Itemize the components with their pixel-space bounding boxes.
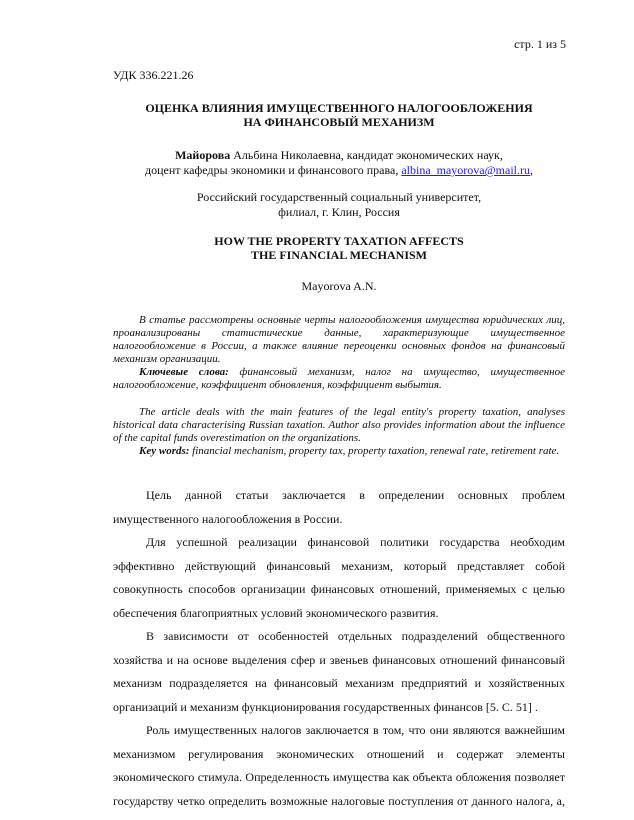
keywords-en-text: financial mechanism, property tax, property taxation, renewal rate, retirement rate. (189, 445, 560, 457)
author-line-2 (113, 163, 565, 178)
title-ru-line-1: ОЦЕНКА ВЛИЯНИЯ ИМУЩЕСТВЕННОГО НАЛОГООБЛОЖЕНИЯ (145, 101, 533, 115)
author-name-degree: Альбина Николаевна, кандидат экономических наук, (230, 148, 503, 162)
body-paragraph-2: Для успешной реализации финансовой политики государства необходим эффективно действующий финансовый механизм, который представляет собой совокупность способов организации финансовых отношений, применяемых с целью обеспечения благоприятных условий экономического развития. (113, 535, 565, 620)
abstract-ru: В статье рассмотрены основные черты налогообложения имущества юридических лиц, проанализированы статистические данные, характеризующие имущественное налогообложение в России, а также влияние переоценки основных фондов на финансовый механизм организации. (113, 314, 565, 365)
author-block (113, 148, 565, 178)
keywords-en-label: Key words: (139, 445, 190, 457)
body-paragraph-3: В зависимости от особенностей отдельных подразделений общественного хозяйства и на основе выделения сфер и звеньев финансовых отношений финансовый механизм подразделяется на финансовый механизм предприятий и хозяйственных организаций и механизм функционирования государственных финансов [5. С. 51] . (113, 629, 565, 714)
affiliation-line-1: Российский государственный социальный университет, (196, 190, 482, 204)
article-body (113, 484, 565, 813)
author-position: доцент кафедры экономики и финансового права, (144, 163, 402, 177)
author-email-link[interactable]: albina_mayorova@mail.ru (401, 163, 531, 177)
title-ru-line-2: НА ФИНАНСОВЫЙ МЕХАНИЗМ (243, 115, 435, 129)
udc-code: УДК 336.221.26 (113, 68, 194, 82)
page-number: стр. 1 из 5 (514, 37, 566, 51)
author-line-1 (113, 148, 565, 163)
author-email-suffix: , (530, 163, 534, 177)
keywords-ru-text: финансовый механизм, налог на имущество, имущественное налогообложение, коэффициент обновления, коэффициент выбытия. (113, 366, 565, 391)
author-surname: Майорова (175, 148, 231, 162)
article-title-en (113, 234, 565, 262)
article-content (113, 60, 565, 813)
keywords-en (113, 445, 565, 458)
affiliation (113, 190, 565, 220)
body-paragraph-4: Роль имущественных налогов заключается в том, что они являются важнейшим механизмом регулирования экономических отношений и содержат элементы экономического стимула. Определенность имущества как объекта обложения позволяет государству четко определить возможные налоговые поступления от данного налога, а, (113, 723, 565, 808)
author-en: Mayorova A.N. (301, 279, 377, 293)
keywords-ru-label: Ключевые слова: (139, 366, 229, 378)
body-paragraph-1: Цель данной статьи заключается в определении основных проблем имущественного налогообложения в России. (113, 488, 565, 526)
abstract-en: The article deals with the main features of the legal entity's property taxation, analyses historical data characterising Russian taxation. Author also provides information about the influence of the capital funds overestimation on the organizations. (113, 406, 565, 444)
keywords-ru (113, 366, 565, 392)
title-en-line-1: HOW THE PROPERTY TAXATION AFFECTS (214, 234, 464, 248)
affiliation-line-2: филиал, г. Клин, Россия (278, 205, 400, 219)
article-title-ru (113, 101, 565, 129)
title-en-line-2: THE FINANCIAL MECHANISM (250, 248, 427, 262)
